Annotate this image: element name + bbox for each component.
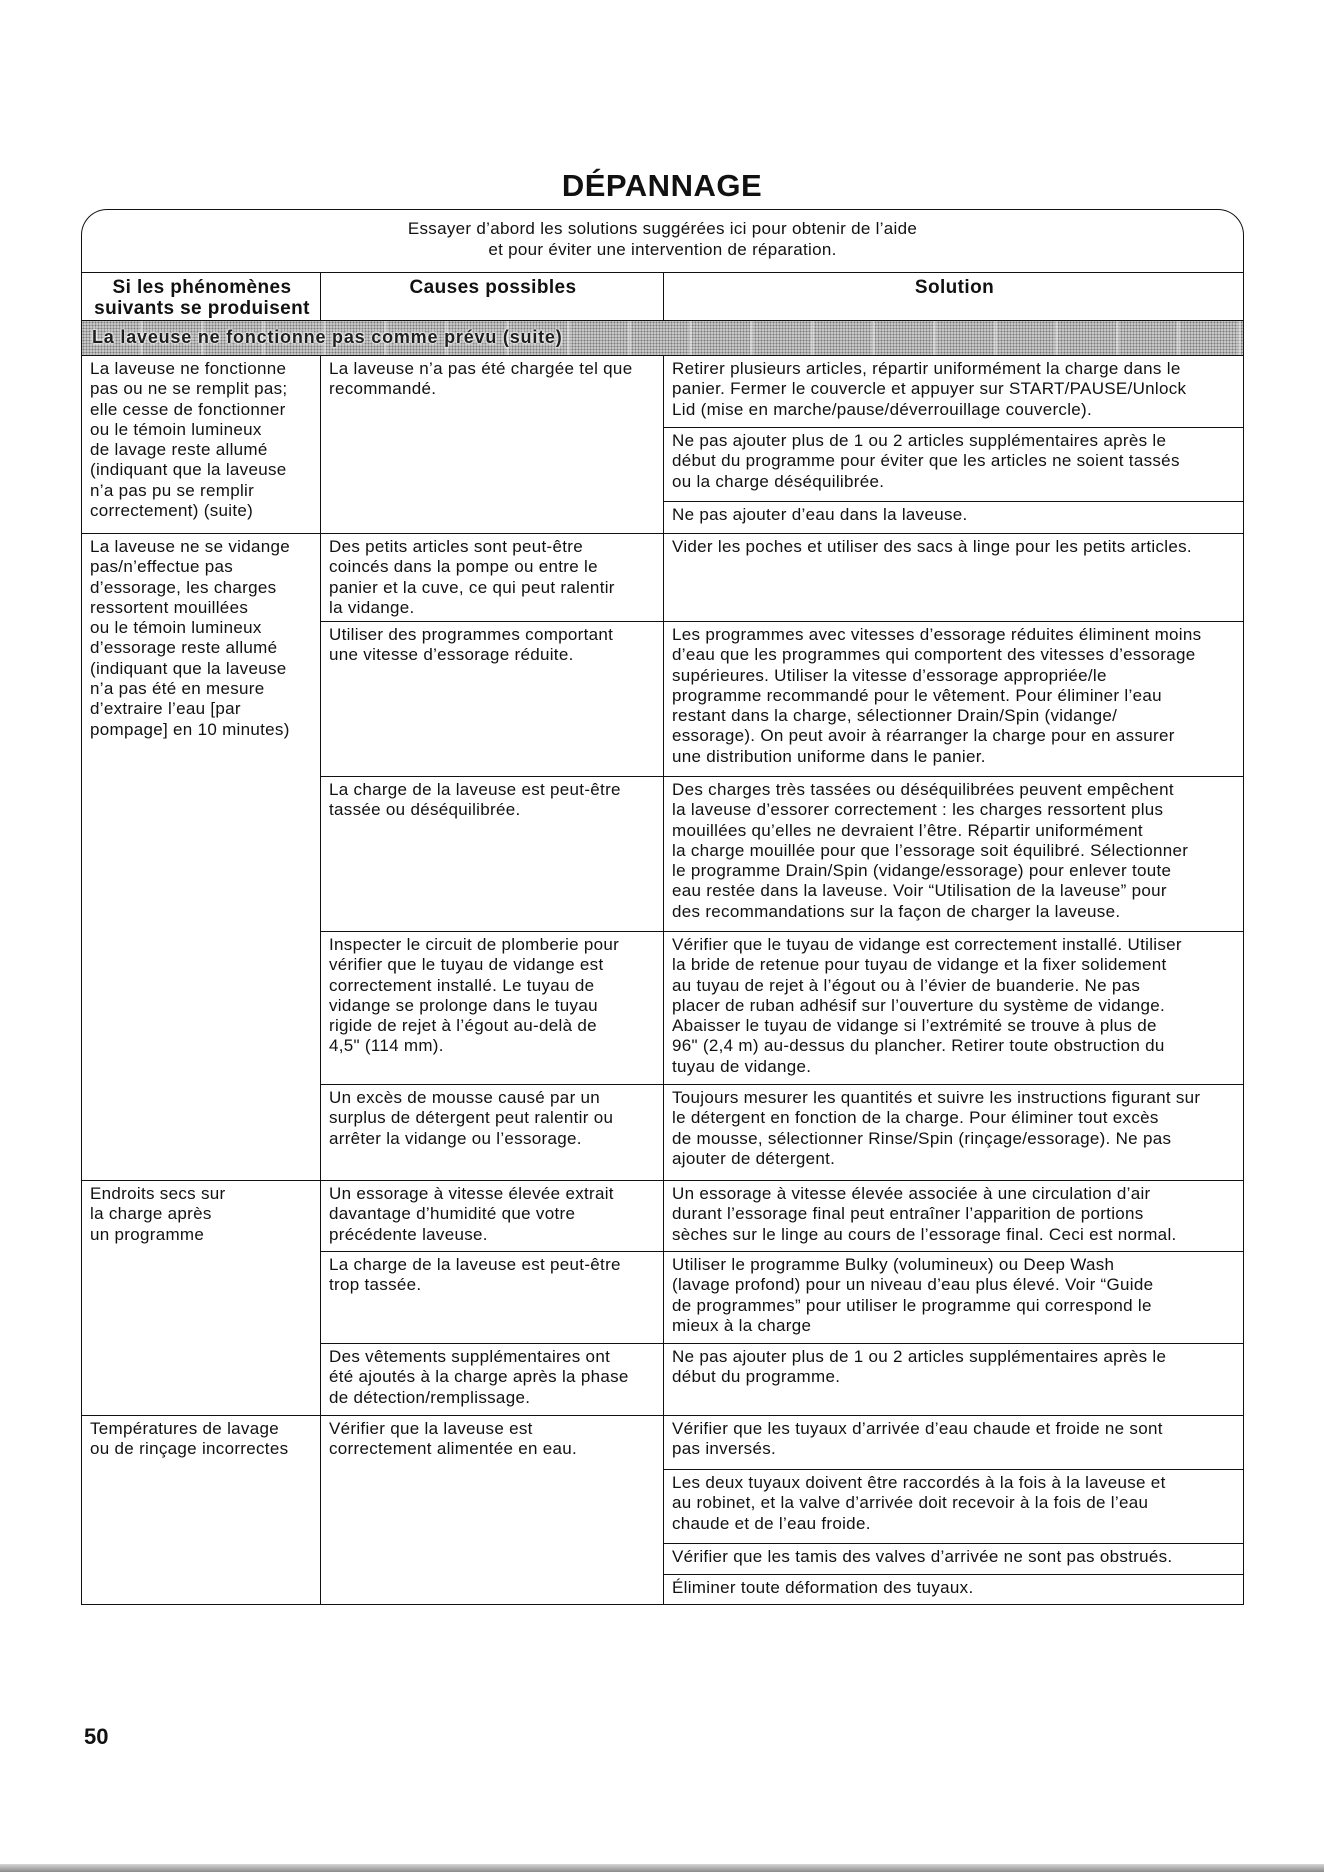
header-causes: Causes possibles xyxy=(320,272,663,320)
intro-text: Essayer d’abord les solutions suggérées ici pour obtenir de l’aide et pour éviter une intervention de réparation. xyxy=(407,219,918,259)
solution-cell: Éliminer toute déformation des tuyaux. xyxy=(663,1574,1243,1604)
solution-cell: Vérifier que le tuyau de vidange est correctement installé. Utiliser la bride de retenue pour tuyau de vidange et la fixer solidement au tuyau de rejet à l’égout ou à l’évier de buanderie. Ne pas placer de ruban adhésif sur l’ouverture du système de vidange. Abaisser le tuyau de vidange si l’extrémité se trouve à plus de 96" (2,4 m) au-dessus du plancher. Retirer toute obstruction du tuyau de vidange. xyxy=(663,931,1243,1084)
cause-cell: La charge de la laveuse est peut-être tassée ou déséquilibrée. xyxy=(320,776,663,931)
solution-cell: Vérifier que les tuyaux d’arrivée d’eau chaude et froide ne sont pas inversés. xyxy=(663,1415,1243,1469)
header-solution: Solution xyxy=(663,272,1243,320)
header-problem: Si les phénomènes suivants se produisent xyxy=(81,272,320,320)
intro-box xyxy=(81,209,1244,272)
cause-cell: Des vêtements supplémentaires ont été ajoutés à la charge après la phase de détection/remplissage. xyxy=(320,1343,663,1415)
solution-cell: Ne pas ajouter plus de 1 ou 2 articles supplémentaires après le début du programme. xyxy=(663,1343,1243,1415)
troubleshooting-table xyxy=(81,272,1244,1605)
problem-cell: Températures de lavage ou de rinçage incorrectes xyxy=(81,1415,320,1604)
cause-cell: La charge de la laveuse est peut-être trop tassée. xyxy=(320,1251,663,1343)
cause-cell: Vérifier que la laveuse est correctement alimentée en eau. xyxy=(320,1415,663,1604)
page-number: 50 xyxy=(84,1724,109,1749)
solution-cell: Toujours mesurer les quantités et suivre les instructions figurant sur le détergent en fonction de la charge. Pour éliminer tout excès de mousse, sélectionner Rinse/Spin (rinçage/essorage). Ne pas ajouter de détergent. xyxy=(663,1084,1243,1180)
cause-cell: Un excès de mousse causé par un surplus de détergent peut ralentir ou arrêter la vidange ou l’essorage. xyxy=(320,1084,663,1180)
cause-cell: Inspecter le circuit de plomberie pour vérifier que le tuyau de vidange est correctement installé. Le tuyau de vidange se prolonge dans le tuyau rigide de rejet à l’égout au-delà de 4,5" (114 mm). xyxy=(320,931,663,1084)
solution-cell: Vider les poches et utiliser des sacs à linge pour les petits articles. xyxy=(663,533,1243,621)
solution-cell: Utiliser le programme Bulky (volumineux) ou Deep Wash (lavage profond) pour un niveau d’eau plus élevé. Voir “Guide de programmes” pour utiliser le programme qui correspond le mieux à la charge xyxy=(663,1251,1243,1343)
solution-cell: Les programmes avec vitesses d’essorage réduites éliminent moins d’eau que les programmes qui comportent des vitesses d’essorage supérieures. Utiliser la vitesse d’essorage appropriée/le programme recommandé pour le vêtement. Pour éliminer l’eau restant dans la charge, sélectionner Drain/Spin (vidange/ essorage). On peut avoir à réarranger la charge pour en assurer une distribution uniforme dans le panier. xyxy=(663,621,1243,776)
solution-cell: Vérifier que les tamis des valves d’arrivée ne sont pas obstrués. xyxy=(663,1543,1243,1574)
section-banner: La laveuse ne fonctionne pas comme prévu (suite) xyxy=(81,320,1243,355)
solution-cell: Ne pas ajouter d’eau dans la laveuse. xyxy=(663,501,1243,533)
solution-cell: Un essorage à vitesse élevée associée à une circulation d’air durant l’essorage final peut entraîner l’apparition de portions sèches sur le linge au cours de l’essorage final. Ceci est normal. xyxy=(663,1180,1243,1251)
solution-cell: Les deux tuyaux doivent être raccordés à la fois à la laveuse et au robinet, et la valve d’arrivée doit recevoir à la fois de l’eau chaude et de l’eau froide. xyxy=(663,1469,1243,1543)
cause-cell: Des petits articles sont peut-être coincés dans la pompe ou entre le panier et la cuve, ce qui peut ralentir la vidange. xyxy=(320,533,663,621)
solution-cell: Des charges très tassées ou déséquilibrées peuvent empêchent la laveuse d’essorer correctement : les charges ressortent plus mouillées qu’elles ne devraient l’être. Répartir uniformément la charge mouillée pour que l’essorage soit équilibré. Sélectionner le programme Drain/Spin (vidange/essorage) pour enlever toute eau restée dans la laveuse. Voir “Utilisation de la laveuse” pour des recommandations sur la façon de charger la laveuse. xyxy=(663,776,1243,931)
solution-cell: Ne pas ajouter plus de 1 ou 2 articles supplémentaires après le début du programme pour éviter que les articles ne soient tassés ou la charge déséquilibrée. xyxy=(663,427,1243,501)
page-title: DÉPANNAGE xyxy=(561,168,763,203)
cause-cell: Utiliser des programmes comportant une vitesse d’essorage réduite. xyxy=(320,621,663,776)
scan-edge xyxy=(0,1864,1324,1872)
cause-cell: La laveuse n’a pas été chargée tel que recommandé. xyxy=(320,355,663,533)
solution-cell: Retirer plusieurs articles, répartir uniformément la charge dans le panier. Fermer le couvercle et appuyer sur START/PAUSE/Unlock Lid (mise en marche/pause/déverrouillage couvercle). xyxy=(663,355,1243,427)
problem-cell: La laveuse ne se vidange pas/n’effectue pas d’essorage, les charges ressortent mouillées ou le témoin lumineux d’essorage reste allumé (indiquant que la laveuse n’a pas été en mesure d’extraire l’eau [par pompage] en 10 minutes) xyxy=(81,533,320,1180)
problem-cell: La laveuse ne fonctionne pas ou ne se remplit pas; elle cesse de fonctionner ou le témoin lumineux de lavage reste allumé (indiquant que la laveuse n’a pas pu se remplir correctement) (suite) xyxy=(81,355,320,533)
problem-cell: Endroits secs sur la charge après un programme xyxy=(81,1180,320,1415)
cause-cell: Un essorage à vitesse élevée extrait davantage d’humidité que votre précédente laveuse. xyxy=(320,1180,663,1251)
